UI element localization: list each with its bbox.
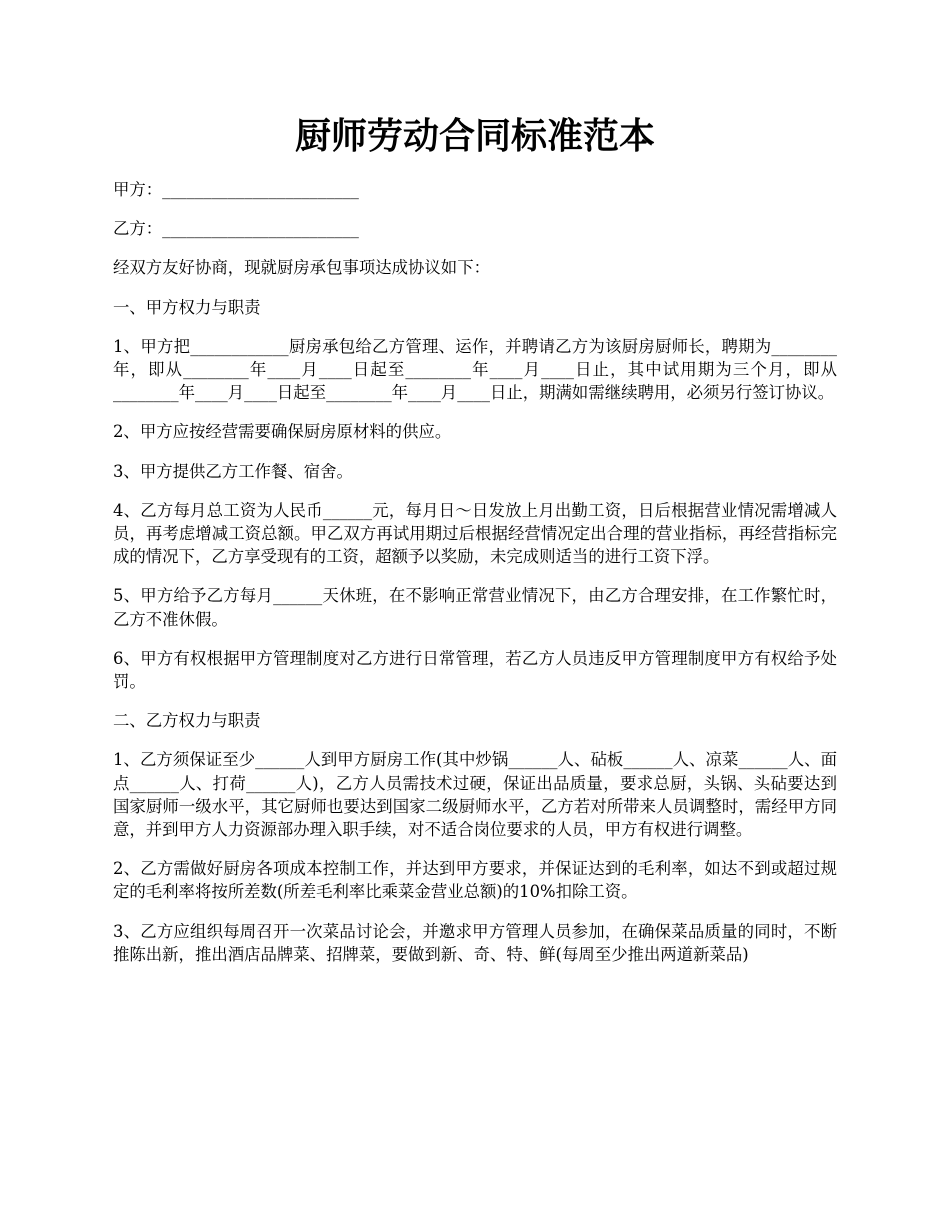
clause-a-1: 1、甲方把____________厨房承包给乙方管理、运作，并聘请乙方为该厨房厨师长，聘期为________年，即从________年____月____日起至________年____月____日止，其中试用期为三个月，即从________年____月____日起至________年____月____日止，期满如需继续聘用，必须另行签订协议。: [113, 336, 837, 403]
clause-b-2: 2、乙方需做好厨房各项成本控制工作，并达到甲方要求，并保证达到的毛利率，如达不到或超过规定的毛利率将按所差数(所差毛利率比乘菜金营业总额)的10%扣除工资。: [113, 859, 837, 902]
section-heading-party-b: 二、乙方权力与职责: [113, 711, 261, 731]
party-a-line: 甲方：________________________: [113, 180, 359, 199]
clause-a-3: 3、甲方提供乙方工作餐、宿舍。: [113, 461, 353, 481]
preamble: 经双方友好协商，现就厨房承包事项达成协议如下：: [113, 258, 490, 278]
party-b-line: 乙方：________________________: [113, 219, 359, 239]
clause-b-3: 3、乙方应组织每周召开一次菜品讨论会，并邀求甲方管理人员参加，在确保菜品质量的同时，不断推陈出新，推出酒店品牌菜、招牌菜，要做到新、奇、特、鲜(每周至少推出两道新菜品): [113, 921, 837, 964]
clause-a-6: 6、甲方有权根据甲方管理制度对乙方进行日常管理，若乙方人员违反甲方管理制度甲方有权给予处罚。: [113, 648, 837, 692]
document-title: 厨师劳动合同标准范本: [294, 115, 655, 157]
clause-b-1: 1、乙方须保证至少______人到甲方厨房工作(其中炒锅______人、砧板______人、凉菜______人、面点______人、打荷______人)，乙方人员需技术过硬，保证出品质量，要求总厨，头锅、头砧要达到国家厨师一级水平，其它厨师也要达到国家二级厨师水平，乙方若对所带来人员调整时，需经甲方同意，并到甲方人力资源部办理入职手续，对不适合岗位要求的人员，甲方有权进行调整。: [113, 750, 837, 840]
clause-a-2: 2、甲方应按经营需要确保厨房原材料的供应。: [113, 422, 452, 442]
clause-a-5: 5、甲方给予乙方每月______天休班，在不影响正常营业情况下，由乙方合理安排，在工作繁忙时，乙方不准休假。: [113, 586, 837, 629]
clause-a-4: 4、乙方每月总工资为人民币______元，每月日～日发放上月出勤工资，日后根据营业情况需增减人员，再考虑增减工资总额。甲乙双方再试用期过后根据经营情况定出合理的营业指标，再经营指标完成的情况下，乙方享受现有的工资，超额予以奖励，未完成则适当的进行工资下浮。: [113, 500, 837, 567]
document-body: [113, 178, 837, 982]
section-heading-party-a: 一、甲方权力与职责: [113, 297, 261, 317]
